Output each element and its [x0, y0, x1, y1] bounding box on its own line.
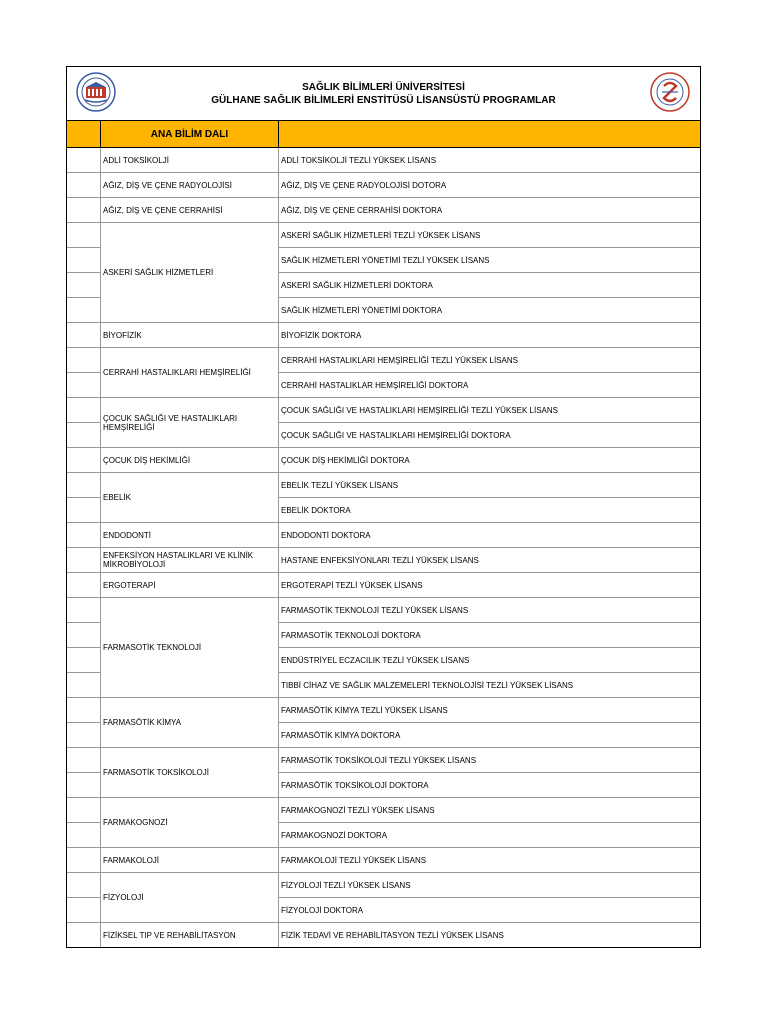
department-column-header: ANA BİLİM DALI [101, 121, 279, 148]
program-cell: EBELİK TEZLİ YÜKSEK LİSANS [279, 473, 701, 498]
program-cell: FARMAKOLOJİ TEZLİ YÜKSEK LİSANS [279, 848, 701, 873]
program-cell: FARMASOTİK TOKSİKOLOJİ TEZLİ YÜKSEK LİSANS [279, 748, 701, 773]
department-cell: FARMASOTİK TOKSİKOLOJİ [101, 748, 279, 798]
table-row [67, 198, 700, 223]
row-index-cell [67, 648, 101, 673]
row-index-cell [67, 698, 101, 723]
row-index-cell [67, 348, 101, 373]
department-cell: ASKERİ SAĞLIK HİZMETLERİ [101, 223, 279, 323]
table-row [67, 798, 700, 823]
program-cell: FARMASOTİK TEKNOLOJİ TEZLİ YÜKSEK LİSANS [279, 598, 701, 623]
program-cell: AĞIZ, DİŞ VE ÇENE RADYOLOJİSİ DOTORA [279, 173, 701, 198]
row-index-cell [67, 548, 101, 573]
row-index-cell [67, 148, 101, 173]
department-cell: FİZİKSEL TIP VE REHABİLİTASYON [101, 923, 279, 948]
program-cell: FİZYOLOJİ TEZLİ YÜKSEK LİSANS [279, 873, 701, 898]
row-index-cell [67, 498, 101, 523]
row-index-cell [67, 923, 101, 948]
program-cell: ADLİ TOKSİKOLJİ TEZLİ YÜKSEK LİSANS [279, 148, 701, 173]
department-cell: FARMASÖTİK KİMYA [101, 698, 279, 748]
row-index-cell [67, 248, 101, 273]
program-cell: FİZİK TEDAVİ VE REHABİLİTASYON TEZLİ YÜKSEK LİSANS [279, 923, 701, 948]
program-cell: ÇOCUK SAĞLIĞI VE HASTALIKLARI HEMŞİRELİĞİ DOKTORA [279, 423, 701, 448]
row-index-cell [67, 298, 101, 323]
university-title: SAĞLIK BİLİMLERİ ÜNİVERSİTESİ [302, 82, 465, 93]
program-cell: ENDÜSTRİYEL ECZACILIK TEZLİ YÜKSEK LİSANS [279, 648, 701, 673]
table-row [67, 873, 700, 898]
program-cell: FARMASÖTİK TOKSİKOLOJİ DOKTORA [279, 773, 701, 798]
table-row [67, 473, 700, 498]
program-cell: AĞIZ, DİŞ VE ÇENE CERRAHİSİ DOKTORA [279, 198, 701, 223]
table-row [67, 523, 700, 548]
row-index-cell [67, 448, 101, 473]
department-cell: ÇOCUK SAĞLIĞI VE HASTALIKLARI HEMŞİRELİĞİ [101, 398, 279, 448]
row-index-cell [67, 398, 101, 423]
sheet-header [67, 67, 700, 121]
row-index-cell [67, 173, 101, 198]
row-index-cell [67, 798, 101, 823]
table-row [67, 173, 700, 198]
table-row [67, 148, 700, 173]
row-index-cell [67, 573, 101, 598]
row-index-cell [67, 423, 101, 448]
programs-table [67, 121, 700, 947]
department-cell: FARMASOTİK TEKNOLOJİ [101, 598, 279, 698]
institute-logo-right [650, 72, 690, 112]
table-row [67, 573, 700, 598]
program-cell: HASTANE ENFEKSİYONLARI TEZLİ YÜKSEK LİSANS [279, 548, 701, 573]
row-index-cell [67, 723, 101, 748]
table-row [67, 698, 700, 723]
row-index-cell [67, 523, 101, 548]
program-cell: FARMAKOGNOZİ DOKTORA [279, 823, 701, 848]
row-index-cell [67, 473, 101, 498]
program-sheet [66, 66, 701, 948]
header-index-cell [67, 121, 101, 148]
program-cell: FARMASÖTİK KİMYA TEZLİ YÜKSEK LİSANS [279, 698, 701, 723]
row-index-cell [67, 823, 101, 848]
program-cell: FİZYOLOJİ DOKTORA [279, 898, 701, 923]
department-cell: ADLİ TOKSİKOLJİ [101, 148, 279, 173]
table-row [67, 398, 700, 423]
department-cell: FARMAKOGNOZİ [101, 798, 279, 848]
row-index-cell [67, 273, 101, 298]
program-cell: ASKERİ SAĞLIK HİZMETLERİ DOKTORA [279, 273, 701, 298]
row-index-cell [67, 848, 101, 873]
table-row [67, 323, 700, 348]
department-cell: AĞIZ, DİŞ VE ÇENE RADYOLOJİSİ [101, 173, 279, 198]
program-cell: SAĞLIK HİZMETLERİ YÖNETİMİ DOKTORA [279, 298, 701, 323]
table-row [67, 923, 700, 948]
program-cell: EBELİK DOKTORA [279, 498, 701, 523]
table-row [67, 348, 700, 373]
department-cell: FARMAKOLOJİ [101, 848, 279, 873]
row-index-cell [67, 748, 101, 773]
row-index-cell [67, 598, 101, 623]
program-cell: FARMASÖTİK KİMYA DOKTORA [279, 723, 701, 748]
table-row [67, 223, 700, 248]
program-cell: ASKERİ SAĞLIK HİZMETLERİ TEZLİ YÜKSEK LİSANS [279, 223, 701, 248]
department-cell: FİZYOLOJİ [101, 873, 279, 923]
department-cell: ENFEKSİYON HASTALIKLARI VE KLİNİK MİKROBİYOLOJİ [101, 548, 279, 573]
row-index-cell [67, 873, 101, 898]
row-index-cell [67, 623, 101, 648]
table-row [67, 448, 700, 473]
row-index-cell [67, 898, 101, 923]
program-cell: CERRAHİ HASTALIKLARI HEMŞİRELİĞİ TEZLİ YÜKSEK LİSANS [279, 348, 701, 373]
row-index-cell [67, 373, 101, 398]
row-index-cell [67, 773, 101, 798]
program-column-header [279, 121, 701, 148]
department-cell: EBELİK [101, 473, 279, 523]
program-cell: BİYOFİZİK DOKTORA [279, 323, 701, 348]
department-cell: ENDODONTİ [101, 523, 279, 548]
program-cell: FARMAKOGNOZİ TEZLİ YÜKSEK LİSANS [279, 798, 701, 823]
program-cell: ÇOCUK DİŞ HEKİMLİĞİ DOKTORA [279, 448, 701, 473]
row-index-cell [67, 223, 101, 248]
department-cell: BİYOFİZİK [101, 323, 279, 348]
table-row [67, 748, 700, 773]
department-cell: CERRAHİ HASTALIKLARI HEMŞİRELİĞİ [101, 348, 279, 398]
department-cell: ERGOTERAPİ [101, 573, 279, 598]
row-index-cell [67, 323, 101, 348]
table-header-row [67, 121, 700, 148]
department-cell: ÇOCUK DİŞ HEKİMLİĞİ [101, 448, 279, 473]
row-index-cell [67, 198, 101, 223]
table-row [67, 548, 700, 573]
department-cell: AĞIZ, DİŞ VE ÇENE CERRAHİSİ [101, 198, 279, 223]
institute-title: GÜLHANE SAĞLIK BİLİMLERİ ENSTİTÜSÜ LİSANSÜSTÜ PROGRAMLAR [211, 95, 556, 106]
row-index-cell [67, 673, 101, 698]
program-cell: FARMASOTİK TEKNOLOJİ DOKTORA [279, 623, 701, 648]
program-cell: SAĞLIK HİZMETLERİ YÖNETİMİ TEZLİ YÜKSEK LİSANS [279, 248, 701, 273]
program-cell: ERGOTERAPİ TEZLİ YÜKSEK LİSANS [279, 573, 701, 598]
program-cell: ENDODONTİ DOKTORA [279, 523, 701, 548]
program-cell: TIBBİ CİHAZ VE SAĞLIK MALZEMELERİ TEKNOLOJİSİ TEZLİ YÜKSEK LİSANS [279, 673, 701, 698]
table-row [67, 598, 700, 623]
program-cell: ÇOCUK SAĞLIĞI VE HASTALIKLARI HEMŞİRELİĞİ TEZLİ YÜKSEK LİSANS [279, 398, 701, 423]
table-row [67, 848, 700, 873]
program-cell: CERRAHİ HASTALIKLAR HEMŞİRELİĞİ DOKTORA [279, 373, 701, 398]
